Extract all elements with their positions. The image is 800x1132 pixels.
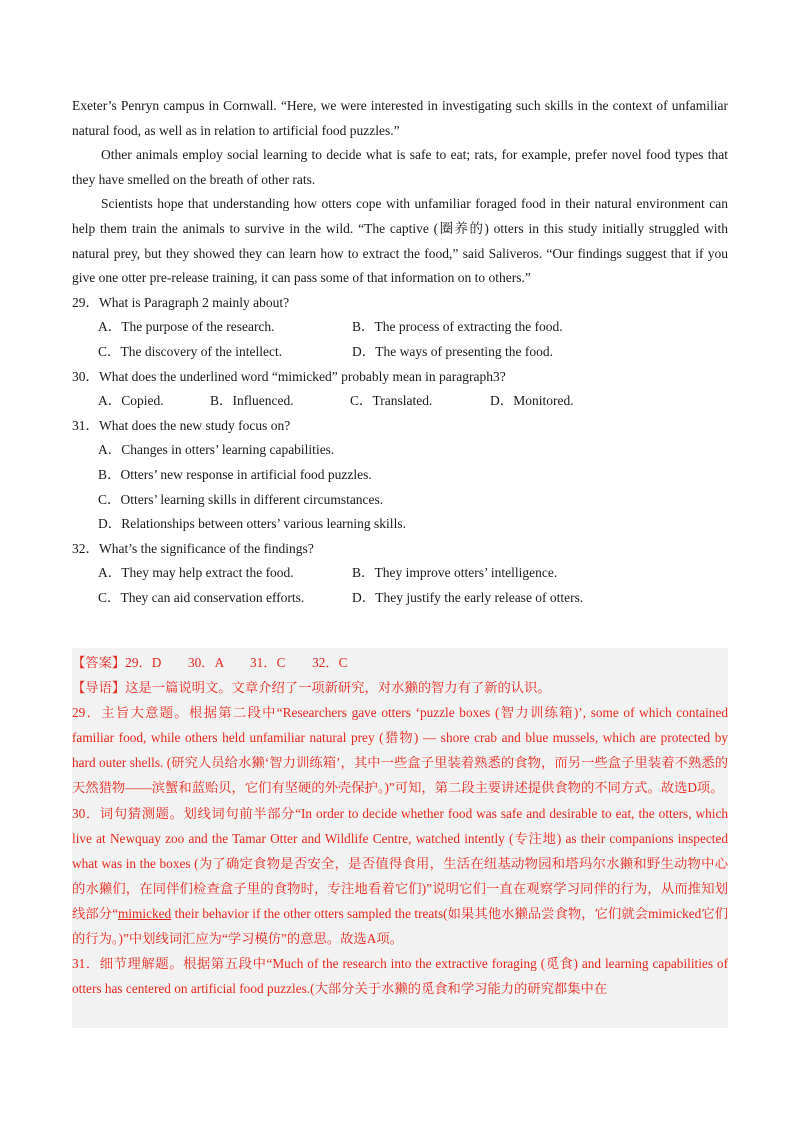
underlined-word: mimicked <box>118 905 172 921</box>
passage-paragraph: Other animals employ social learning to decide what is safe to eat; rats, for example, prefer novel food types that they have smelled on the breath of other rats. <box>72 147 728 187</box>
option-29-c[interactable]: C．The discovery of the intellect. <box>98 343 283 359</box>
question-29-options-row <box>72 315 728 340</box>
explanation-31: 31．细节理解题。根据第五段中“Much of the research into the extractive foraging (觅食) and learning capabilities of otters has centered on artificial food puzzles.(大部分关于水獭的觅食和学习能力的研究都集中在 <box>72 956 728 997</box>
option-31-d[interactable]: D．Relationships between otters’ various learning skills. <box>98 516 406 532</box>
option-31-a[interactable]: A．Changes in otters’ learning capabilities. <box>98 442 335 458</box>
option-30-c[interactable]: C．Translated. <box>350 393 433 409</box>
option-30-d[interactable]: D．Monitored. <box>490 393 574 409</box>
option-30-a[interactable]: A．Copied. <box>98 393 164 409</box>
option-31-c[interactable]: C．Otters’ learning skills in different circumstances. <box>98 491 384 507</box>
option-32-b[interactable]: B．They improve otters’ intelligence. <box>352 565 558 581</box>
option-29-b[interactable]: B．The process of extracting the food. <box>352 319 563 335</box>
passage-guide: 【导语】这是一篇说明文。文章介绍了一项新研究，对水獭的智力有了新的认识。 <box>72 680 551 696</box>
reading-passage <box>72 94 728 610</box>
explanation-30 <box>72 801 728 952</box>
passage-paragraph: Scientists hope that understanding how otters cope with unfamiliar foraged food in their natural environment can help them train the animals to survive in the wild. “The captive (圈养的) otters in this study initially struggled with natural prey, but they showed they can learn how to extract the food,” said Saliveros. “Our findings suggest that if you give one otter pre-release training, it can pass some of that information on to others.” <box>72 196 728 286</box>
question-32-stem: 32．What’s the significance of the findings? <box>72 540 314 556</box>
explanation-29: 29．主旨大意题。根据第二段中“Researchers gave otters ‘puzzle boxes (智力训练箱)’, some of which contained familiar food, while others held unfamiliar natural prey (猎物) — shore crab and blue mussels, which are protected by hard outer shells. (研究人员给水獭‘智力训练箱’，其中一些盒子里装着熟悉的食物，而另一些盒子里装着不熟悉的天然猎物——滨蟹和蓝贻贝，它们有坚硬的外壳保护。)”可知，第二段主要讲述提供食物的不同方式。故选D项。 <box>72 705 728 796</box>
question-29-options-row <box>72 340 728 365</box>
option-31-b[interactable]: B．Otters’ new response in artificial food puzzles. <box>98 466 372 482</box>
question-32-options-row <box>72 586 728 611</box>
answer-key: 【答案】29．D 30．A 31．C 32．C <box>72 655 348 670</box>
option-29-d[interactable]: D．The ways of presenting the food. <box>352 343 553 359</box>
explanation-30-part2: their behavior if the other otters sampled the treats(如果其他水獭品尝食物，它们就会mimicked它们的行为。)”中划线词汇应为“学习模仿”的意思。故选A项。 <box>72 905 728 947</box>
option-32-d[interactable]: D．They justify the early release of otters. <box>352 589 584 605</box>
option-29-a[interactable]: A．The purpose of the research. <box>98 319 275 335</box>
explanation-30-part1: 30．词句猜测题。划线词句前半部分“In order to decide whether food was safe and desirable to eat, the otters, which live at Newquay zoo and the Tamar Otter and Wildlife Centre, watched intently (专注地) as their companions inspected what was in the boxes (为了确定食物是否安全，是否值得食用，生活在纽基动物园和塔玛尔水獭和野生动物中心的水獭们，在同伴们检查盒子里的食物时，专注地看着它们)”说明它们一直在观察学习同伴的行为，从而推知划线部分“ <box>72 805 728 921</box>
option-32-c[interactable]: C．They can aid conservation efforts. <box>98 589 305 605</box>
answer-explanation <box>72 650 728 1001</box>
question-31-stem: 31．What does the new study focus on? <box>72 417 291 433</box>
question-32-options-row <box>72 561 728 586</box>
passage-paragraph: Exeter’s Penryn campus in Cornwall. “Here, we were interested in investigating such skills in the context of unfamiliar natural food, as well as in relation to artificial food puzzles.” <box>72 98 728 138</box>
option-30-b[interactable]: B．Influenced. <box>210 393 294 409</box>
question-30-stem: 30．What does the underlined word “mimicked” probably mean in paragraph3? <box>72 368 506 384</box>
question-29-stem: 29．What is Paragraph 2 mainly about? <box>72 294 290 310</box>
question-30-options-row <box>72 389 728 414</box>
option-32-a[interactable]: A．They may help extract the food. <box>98 565 294 581</box>
